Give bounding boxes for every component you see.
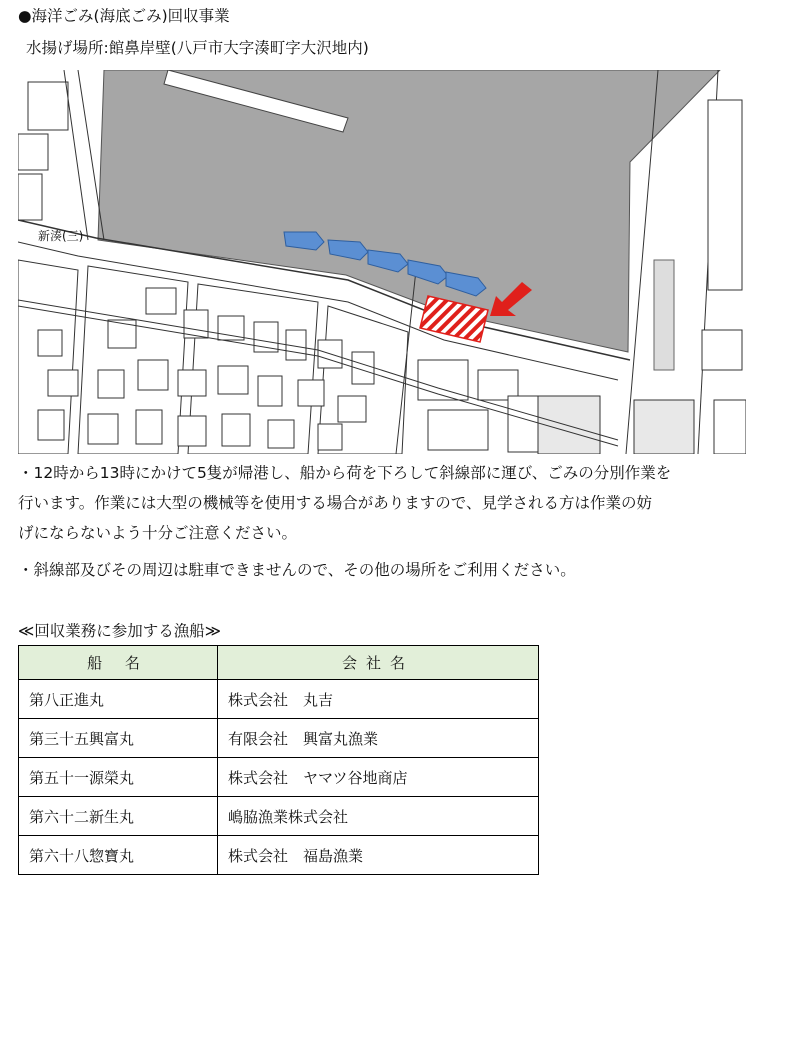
vessel-name: 第三十五興富丸 <box>19 719 218 758</box>
header-vessel-name: 船 名 <box>19 646 218 680</box>
company-name: 嶋脇漁業株式会社 <box>218 797 539 836</box>
vessel-table <box>18 645 539 875</box>
company-name: 株式会社 丸吉 <box>218 680 539 719</box>
table-row <box>19 680 539 719</box>
vessel-name: 第六十二新生丸 <box>19 797 218 836</box>
notice-line-3: げにならないよう十分ご注意ください。 <box>18 524 298 542</box>
harbor-map-drawing <box>18 70 746 454</box>
table-row <box>19 836 539 875</box>
page-heading: ●海洋ごみ(海底ごみ)回収事業 <box>18 7 230 25</box>
vessel-name: 第六十八惣寶丸 <box>19 836 218 875</box>
notice-line-2: 行います。作業には大型の機械等を使用する場合がありますので、見学される方は作業の妨 <box>18 494 652 512</box>
landing-location: 水揚げ場所:館鼻岸壁(八戸市大字湊町字大沢地内) <box>26 39 369 57</box>
place-label: 新湊(三) <box>38 229 84 243</box>
table-header-row <box>19 646 539 680</box>
company-name: 有限会社 興富丸漁業 <box>218 719 539 758</box>
harbor-map <box>18 70 746 454</box>
table-row <box>19 797 539 836</box>
vessel-name: 第八正進丸 <box>19 680 218 719</box>
company-name: 株式会社 福島漁業 <box>218 836 539 875</box>
table-row <box>19 758 539 797</box>
notice-line-4: ・斜線部及びその周辺は駐車できませんので、その他の場所をご利用ください。 <box>18 561 576 579</box>
table-row <box>19 719 539 758</box>
company-name: 株式会社 ヤマツ谷地商店 <box>218 758 539 797</box>
vessel-name: 第五十一源榮丸 <box>19 758 218 797</box>
notice-line-1: ・12時から13時にかけて5隻が帰港し、船から荷を下ろして斜線部に運び、ごみの分別作業を <box>18 464 672 482</box>
header-company-name: 会社名 <box>218 646 539 680</box>
table-caption: ≪回収業務に参加する漁船≫ <box>18 622 221 640</box>
